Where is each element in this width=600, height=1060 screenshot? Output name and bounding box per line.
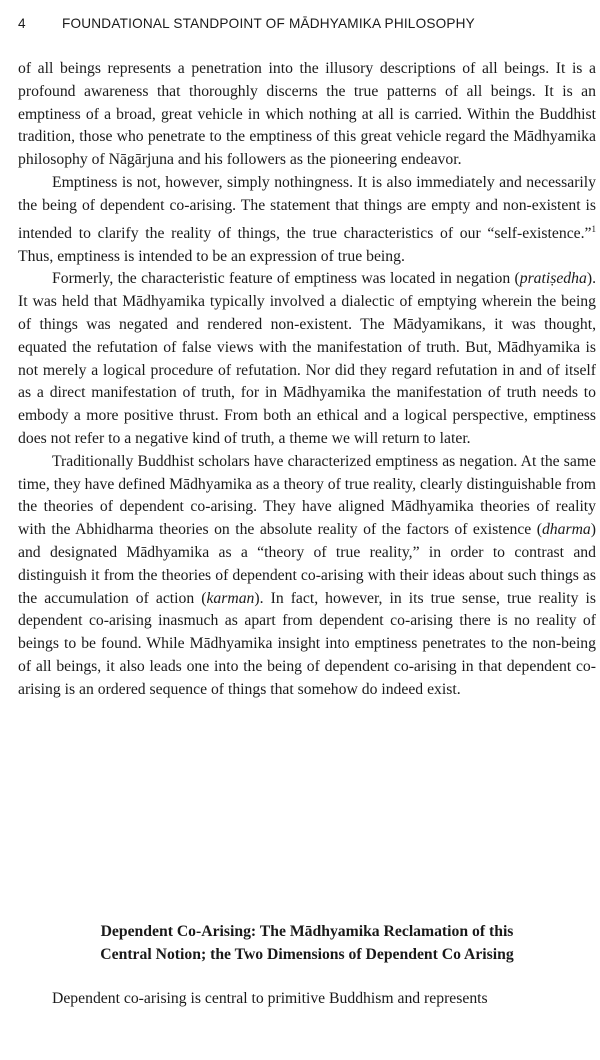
italic-term: karman — [206, 589, 255, 607]
section-heading-line-1: Dependent Co-Arising: The Mādhyamika Reclamation of this — [100, 923, 514, 940]
text-run: ) and designated Mādhyamika as a “theory of true reality,” in order to contrast and distinguish it from the theories of dependent co-arising with their ideas about such things as the accumulation of action ( — [18, 521, 596, 607]
text-run: ). It was held that Mādhyamika typically involved a dialectic of emptying wherein the being of things was negated and rendered non-existent. The Mādyamikans, it was thought, equated the refutation of false views with the manifestation of truth. But, Mādhyamika is not merely a logical procedure of refutation. Nor did they regard refutation in and of itself as a direct manifestation of truth, for in Mādhyamika the manifestation of truth needs to embody a more positive thrust. From both an ethical and a logical perspective, emptiness does not refer to a negative kind of truth, a theme we will return to later. — [18, 270, 596, 447]
section-heading-line-2: Central Notion; the Two Dimensions of Dependent Co Arising — [100, 945, 514, 963]
paragraph-3 — [18, 268, 596, 450]
closing-text — [18, 988, 596, 1011]
text-run: Formerly, the characteristic feature of emptiness was located in negation ( — [52, 270, 520, 288]
italic-term: dharma — [541, 521, 591, 539]
text-run: ). In fact, however, in its true sense, true reality is dependent co-arising inasmuch as apart from dependent co-arising there is no reality of beings to be found. While Mādhyamika insight into emptiness penetrates to the non-being of all beings, it also leads one into the being of dependent co-arising in that dependent co-arising is an ordered sequence of things that somehow do indeed exist. — [18, 589, 597, 698]
text-run: Thus, emptiness is intended to be an expression of true being. — [18, 247, 405, 265]
section-heading — [18, 921, 596, 966]
paragraph-2 — [18, 172, 596, 268]
paragraph-1 — [18, 58, 596, 172]
paragraph-4 — [18, 451, 596, 702]
page-number: 4 — [18, 16, 26, 31]
running-title: FOUNDATIONAL STANDPOINT OF MĀDHYAMIKA PHILOSOPHY — [62, 16, 475, 31]
body-text — [18, 58, 596, 702]
paragraph-5: Dependent co-arising is central to primitive Buddhism and represents — [52, 990, 488, 1007]
text-run: Emptiness is not, however, simply nothingness. It is also immediately and necessarily the being of dependent co-arising. The statement that things are empty and non-existent is intended to clarify the reality of things, the true characteristics of our “self-existence.” — [18, 173, 596, 242]
italic-term: pratiṣedha — [519, 270, 587, 288]
running-head — [18, 16, 588, 38]
text-run: of all beings represents a penetration into the illusory descriptions of all beings. It is a profound awareness that thoroughly discerns the true patterns of all beings. It is an emptiness of a broad, great vehicle in which nothing at all is carried. Within the Buddhist tradition, those who penetrate to the emptiness of this great vehicle regard the Mādhyamika philosophy of Nāgārjuna and his followers as the pioneering endeavor. — [18, 60, 596, 169]
text-run: Traditionally Buddhist scholars have characterized emptiness as negation. At the same time, they have defined Mādhyamika as a theory of true reality, clearly distinguishable from the theories of dependent co-arising. They have aligned Mādhyamika theories of reality with the Abhidharma theories on the absolute reality of the factors of existence ( — [18, 452, 596, 539]
footnote-marker: 1 — [591, 223, 596, 234]
